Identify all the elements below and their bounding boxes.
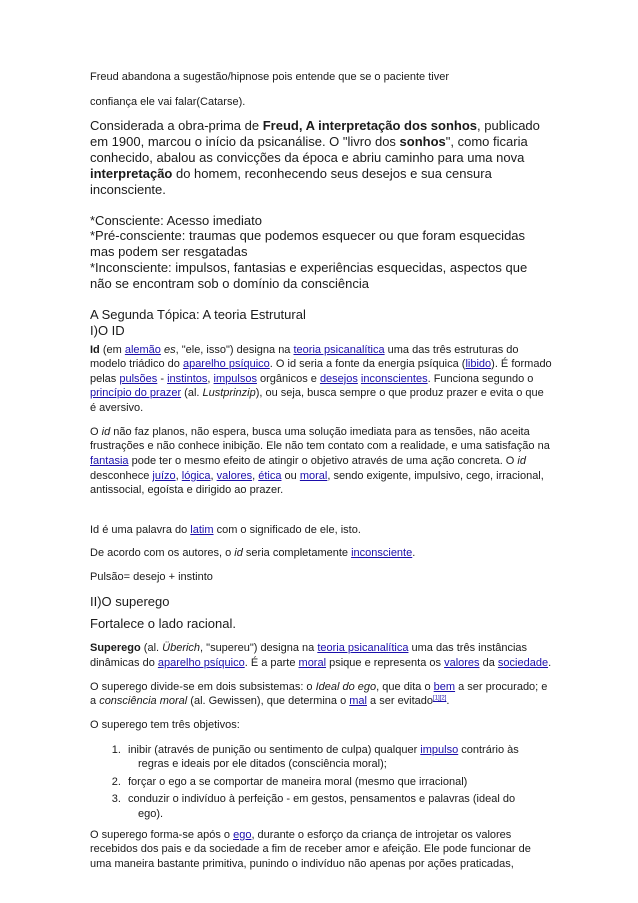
paragraph-id-latim: Id é uma palavra do latim com o significado de ele, isto. [90, 523, 361, 536]
link-juizo[interactable]: juízo [152, 469, 176, 482]
link-impulsos[interactable]: impulsos [213, 372, 257, 385]
paragraph-interpretation-dreams: Considerada a obra-prima de Freud, A interpretação dos sonhos, publicado em 1900, marcou o início da psicanálise. O "livro dos sonhos", como ficaria conhecido, abalou as convicções da época e abriu caminho para uma nova interpretação do homem, reconhecendo seus desejos e sua censura inconsciente. [90, 118, 540, 197]
link-inconsciente[interactable]: inconsciente [351, 547, 413, 560]
link-sociedade[interactable]: sociedade [497, 657, 549, 670]
section-subtitle-superego: Fortalece o lado racional. [90, 615, 236, 631]
list-item: 2. forçar o ego a se comportar de maneira moral (mesmo que irracional) [124, 775, 552, 790]
paragraph-pulsao: Pulsão= desejo + instinto [90, 571, 213, 584]
paragraph-id-inconsciente: De acordo com os autores, o id seria completamente inconsciente. [90, 547, 416, 560]
link-ego[interactable]: ego [233, 828, 252, 841]
link-alemao[interactable]: alemão [124, 343, 161, 356]
section-subtitle-id: I)O ID [90, 322, 125, 338]
section-title-superego: II)O superego [90, 593, 170, 609]
link-latim[interactable]: latim [190, 523, 214, 536]
link-pulsoes[interactable]: pulsões [119, 372, 158, 385]
link-teoria-psicanalitica[interactable]: teoria psicanalítica [293, 343, 385, 356]
link-valores[interactable]: valores [216, 469, 253, 482]
paragraph-superego-objectives: O superego tem três objetivos: [90, 718, 240, 731]
link-teoria-psicanalitica-2[interactable]: teoria psicanalítica [317, 642, 409, 655]
reference-link[interactable]: [1][2] [433, 695, 447, 702]
link-impulso[interactable]: impulso [420, 743, 459, 756]
link-instintos[interactable]: instintos [167, 372, 208, 385]
link-principio-do-prazer[interactable]: princípio do prazer [90, 387, 182, 400]
list-item: 1. inibir (através de punição ou sentimento de culpa) qualquer impulso contrário às regras e ideais por ele ditados (consciência moral); [124, 743, 552, 772]
link-fantasia[interactable]: fantasia [90, 454, 129, 467]
paragraph-superego-subsystems: O superego divide-se em dois subsistemas: o Ideal do ego, que dita o bem a ser procurado; e a consciência moral (al. Gewissen), que determina o mal a ser evitado[1][2]. [90, 680, 548, 708]
section-title-segunda-topica: A Segunda Tópica: A teoria Estrutural [90, 306, 306, 322]
link-moral[interactable]: moral [299, 469, 328, 482]
paragraph-superego-formation: O superego forma-se após o ego, durante o esforço da criança de introjetar os valores recebidos dos pais e da sociedade a fim de receber amor e afeição. Ele pode funcionar de uma maneira bastante primitiva, punindo o indivíduo não apenas por ações praticadas, [90, 828, 531, 870]
link-logica[interactable]: lógica [181, 469, 211, 482]
link-mal[interactable]: mal [349, 695, 367, 708]
document-page [90, 70, 552, 881]
link-moral-2[interactable]: moral [298, 657, 327, 670]
link-aparelho-psiquico[interactable]: aparelho psíquico [182, 358, 270, 371]
link-bem[interactable]: bem [433, 680, 456, 693]
link-aparelho-psiquico-2[interactable]: aparelho psíquico [157, 657, 245, 670]
link-inconscientes[interactable]: inconscientes [360, 372, 428, 385]
paragraph-id-definition: Id (em alemão es, "ele, isso") designa na teoria psicanalítica uma das três estruturas do modelo triádico do aparelho psíquico. O id seria a fonte da energia psíquica (libido). É formado pelas pulsões - instintos, impulsos orgânicos e desejos inconscientes. Funciona segundo o princípio do prazer (al. Lustprinzip), ou seja, busca sempre o que produz prazer e evita o que é aversivo. [90, 343, 552, 415]
link-valores-2[interactable]: valores [444, 657, 480, 670]
link-etica[interactable]: ética [258, 469, 282, 482]
paragraph-superego-definition: Superego (al. Überich, "supereu") designa na teoria psicanalítica uma das três instâncias dinâmicas do aparelho psíquico. É a parte moral psique e representa os valores da sociedade. [90, 642, 552, 670]
link-libido[interactable]: libido [465, 358, 492, 371]
list-item: 3. conduzir o indivíduo à perfeição - em gestos, pensamentos e palavras (ideal do ego). [124, 792, 552, 821]
paragraph-freud-hypnosis: Freud abandona a sugestão/hipnose pois entende que se o paciente tiver confiança ele vai falar(Catarse). [90, 71, 449, 108]
objectives-list [90, 743, 552, 822]
level-inconsciente: *Inconsciente: impulsos, fantasias e experiências esquecidas, aspectos que não se encontram sob o domínio da consciência [90, 260, 528, 291]
paragraph-id-characteristics: O id não faz planos, não espera, busca uma solução imediata para as tensões, não aceita frustrações e não conhece inibição. Ele não tem contato com a realidade, e uma satisfação na fantasia pode ter o mesmo efeito de atingir o objetivo através de uma ação concreta. O id desconhece juízo, lógica, valores, ética ou moral, sendo exigente, impulsivo, cego, irracional, antissocial, egoísta e dirigido ao prazer. [90, 425, 550, 497]
level-pre-consciente: *Pré-consciente: traumas que podemos esquecer ou que foram esquecidas mas podem ser resgatadas [90, 228, 526, 260]
link-desejos[interactable]: desejos [319, 372, 358, 385]
level-consciente: *Consciente: Acesso imediato [90, 212, 262, 228]
